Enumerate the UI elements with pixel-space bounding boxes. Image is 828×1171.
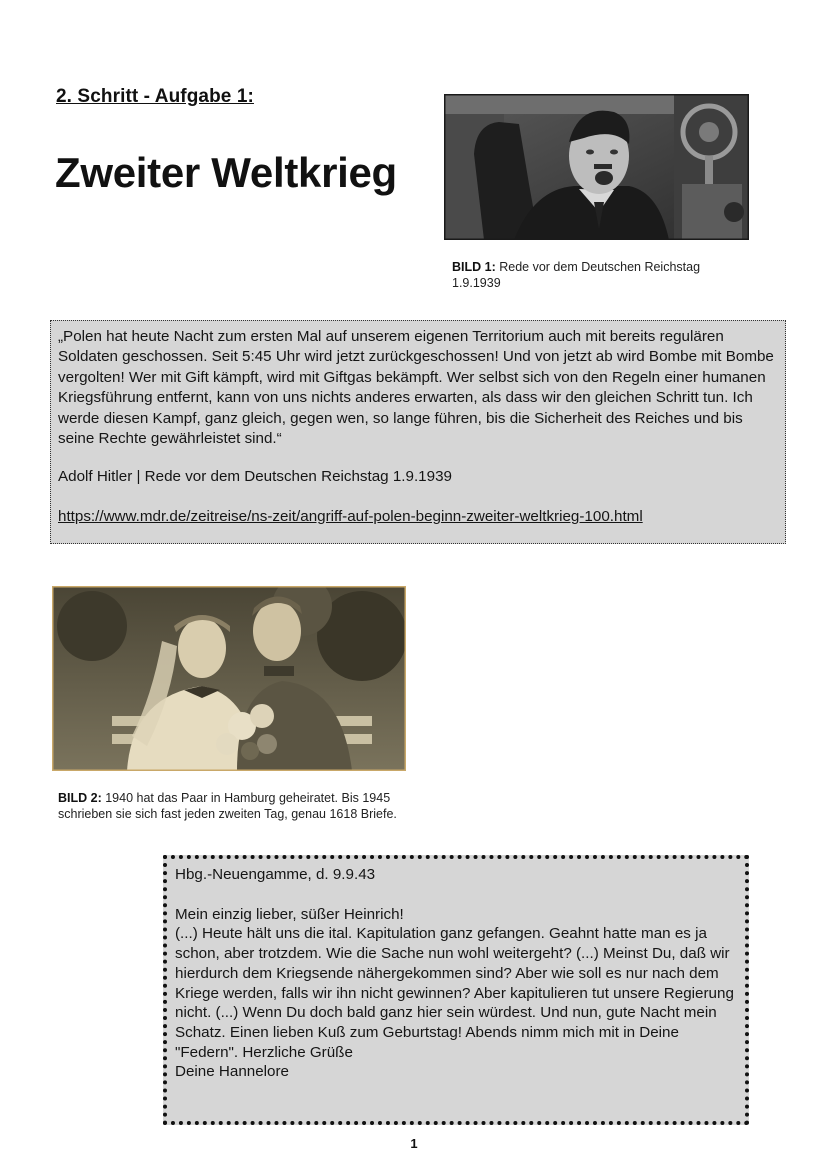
caption-label: BILD 1:: [452, 260, 496, 274]
wedding-photo: [52, 586, 406, 771]
image-caption-1: [452, 259, 752, 291]
speech-photo: [444, 94, 749, 240]
image-caption-2: [58, 790, 403, 822]
letter-box: [163, 855, 749, 1125]
page-number: 1: [410, 1136, 418, 1151]
source-link[interactable]: https://www.mdr.de/zeitreise/ns-zeit/angriff-auf-polen-beginn-zweiter-weltkrieg-100.html: [58, 507, 643, 525]
page-title: Zweiter Weltkrieg: [55, 149, 397, 196]
quote-text: „Polen hat heute Nacht zum ersten Mal auf unserem eigenen Territorium auch mit bereits regulären Soldaten geschossen. Seit 5:45 Uhr wird jetzt zurückgeschossen! Und von jetzt ab wird Bombe mit Bombe vergolten! Wer mit Gift kämpft, wird mit Giftgas bekämpft. Wer selbst sich von den Regeln einer humanen Kriegsführung entfernt, kann von uns nichts anderes erwarten, als dass wir den gleichen Schritt tun. Ich werde diesen Kampf, ganz gleich, gegen wen, so lange führen, bis die Sicherheit des Reiches und bis seine Rechte gewährleistet sind.“: [58, 328, 774, 448]
step-heading: 2. Schritt - Aufgabe 1:: [56, 86, 254, 107]
quote-box: [50, 320, 786, 544]
caption-text: Rede vor dem Deutschen Reichstag 1.9.1939: [452, 260, 701, 290]
caption-text: 1940 hat das Paar in Hamburg geheiratet. Bis 1945 schrieben sie sich fast jeden zweiten Tag, genau 1618 Briefe.: [58, 791, 397, 821]
letter-header: Hbg.-Neuengamme, d. 9.9.43: [175, 866, 376, 883]
letter-body: Mein einzig lieber, süßer Heinrich! (...) Heute hält uns die ital. Kapitulation ganz gefangen. Geahnt hatte man es ja schon, aber trotzdem. Wie die Sache nun wohl weitergeht? (...) Meinst Du, daß wir hierdurch dem Kriegsende nähergekommen sind? Aber wie soll es nur nach dem Kriege werden, falls wir ihn nicht gewinnen? Aber kapitulieren tut unsere Regierung nicht. (...) Wenn Du doch bald ganz hier sein würdest. Und nun, gute Nacht mein Schatz. Einen lieben Kuß zum Geburtstag! Abends nimm mich mit in Deine "Federn". Herzliche Grüße Deine Hannelore: [175, 905, 734, 1081]
caption-label: BILD 2:: [58, 791, 102, 805]
quote-source: Adolf Hitler | Rede vor dem Deutschen Reichstag 1.9.1939: [58, 468, 452, 486]
